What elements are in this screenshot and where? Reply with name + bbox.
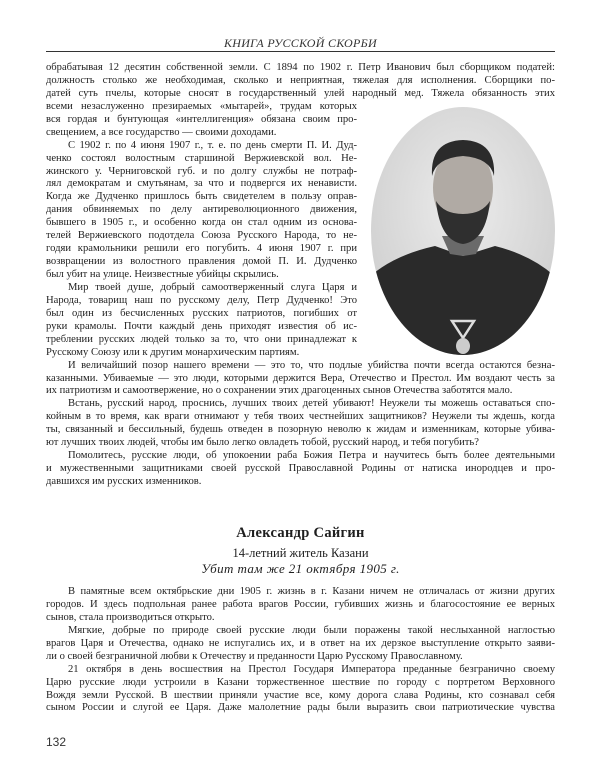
- text-line: давшихся им русских изменников.: [46, 476, 202, 487]
- article-date-line: Убит там же 21 октября 1905 г.: [201, 561, 400, 576]
- text-line: лял демократам и смутьянам, за что и подвергся их ненависти.: [46, 178, 357, 190]
- text-line: ченко состоял волостным старшиной Вержиевской вол. Не-: [46, 152, 357, 164]
- text-line: вся гордая и бунтующая «интеллигенция» обязана своим про-: [46, 113, 357, 125]
- text-line: ты, связанный и бессильный, будешь отведен в позорную неволю к жидам и изменникам, которые убива-: [46, 424, 555, 436]
- text-line: Вождя земли Русской. В шествии приняли участие все, кому дорога слава Родины, кто сознавал себя: [46, 689, 555, 701]
- text-line: казанными. Убиваемые — это люди, которыми держится Вера, Отечество и Престол. Им воздают честь за: [46, 372, 555, 384]
- text-line: В памятные всем октябрьские дни 1905 г. жизнь в г. Казани ничем не отличалась от жизни других: [68, 586, 555, 597]
- text-line: бывшего в 1905 г., и особенно когда он стал одним из основа-: [46, 217, 357, 229]
- text-line: возвращении из волостного правления домой П. И. Дудченко: [46, 256, 357, 268]
- text-line: Царю русские люди устроили в Казани торжественное шествие по городу с портретом Верховного: [46, 676, 555, 688]
- text-line: руки крамолы. Почти каждый день приходят известия об ис-: [46, 320, 357, 332]
- text-line: их патриотизм и самоотвержение, но о сохранении этих драгоценных сынов Отечества заботятся мало.: [46, 385, 513, 397]
- text-line: свещением, а все государство — своими доходами.: [46, 126, 277, 138]
- text-line: Русскому Союзу или к другим монархическим партиям.: [46, 346, 300, 358]
- paragraph: [46, 625, 555, 664]
- text-line: Помолитесь, русские люди, об упокоении раба Божия Петра и научитесь быть более деятельными: [68, 450, 555, 462]
- text-line: Мир твоей душе, добрый самоотверженный слуга Царя и: [68, 281, 357, 293]
- text-line: сынов, стала производиться открыто.: [46, 611, 215, 623]
- portrait-photo: [370, 106, 556, 356]
- text-line: С 1902 г. по 4 июня 1907 г., т. е. по день смерти П. И. Дуд-: [68, 139, 357, 151]
- text-line: обрабатывая 12 десятин собственной земли. С 1894 по 1902 г. Петр Иванович был сборщиком податей:: [46, 62, 555, 73]
- paragraph: [46, 360, 555, 399]
- text-line: годяи крамольники решили его погубить. 4 июня 1907 г. при: [46, 243, 357, 255]
- paragraph: [46, 664, 555, 716]
- running-header: КНИГА РУССКОЙ СКОРБИ: [223, 36, 377, 50]
- text-line: койным в то время, как враги отнимают у тебя твоих честнейших защитников? Неужели ты ждешь, когда: [46, 411, 555, 423]
- text-line: ли о своей безграничной любви к Отечеству и преданности Царю Русскому Православному.: [46, 650, 463, 662]
- text-line: сыном России и слугой ее Царя. Даже малолетние рады были выразить свои патриотические чувства: [46, 702, 555, 714]
- page-number: 132: [46, 735, 67, 749]
- text-line: должность столько же необходимая, сколько и неприятная, тяжелая для исполнения. Сборщики по-: [46, 74, 555, 86]
- text-line: телей Вержиевского подотдела Союза Русского Народа, то не-: [46, 230, 357, 242]
- text-line: был один из бесчисленных русских патриотов, погибших от: [46, 307, 357, 319]
- text-line: дания обвиняемых по делу антиреволюционного движения,: [46, 204, 357, 216]
- section-saigin-text: [46, 586, 555, 715]
- text-line: ют лучших твоих людей, чтобы им было легко овладеть тобой, русский народ, и тебя погубить?: [46, 437, 479, 449]
- text-line: был убит на улице. Неизвестные убийцы скрылись.: [46, 269, 279, 280]
- text-line: Народа, товарищ наш по русскому делу, Петр Дудченко! Это: [46, 294, 357, 306]
- text-line: врагов Царя и Отечества, однако не испугались их, и в ответ на их дерзкое выступление открыто заяви-: [46, 637, 555, 649]
- paragraph: [46, 398, 555, 450]
- text-line: треблении русских людей только за то, что они принадлежат к: [46, 333, 357, 345]
- paragraph: [46, 450, 555, 489]
- text-line: и мужественными защитниками своей русской Православной Родины от натиска инородцев и про-: [46, 463, 555, 475]
- article-subtitle: 14-летний житель Казани: [232, 546, 369, 560]
- article-name: Александр Сайгин: [236, 525, 365, 541]
- text-line: жинского у. Черниговской губ. и по долгу службы не потраф-: [46, 165, 357, 177]
- header-rule: [46, 51, 555, 52]
- text-line: Встань, русский народ, проснись, лучших твоих детей убивают! Неужели ты можешь оставаться спо-: [68, 398, 555, 410]
- paragraph: [46, 586, 555, 625]
- text-line: И величайший позор нашего времени — это то, что подлые убийства почти всегда остаются безна-: [68, 359, 555, 371]
- text-line: Когда же Дудченко пришлось быть свидетелем в пользу оправ-: [46, 191, 357, 203]
- text-line: всеми незаслуженно презираемых «мытарей», трудам которых: [46, 100, 357, 112]
- text-line: 21 октября в день восшествия на Престол Государя Императора преданные безгранично своему: [68, 663, 555, 675]
- text-line: городов. И здесь подпольная ранее работа врагов России, губивших жизнь и благосостояние ее верных: [46, 598, 555, 610]
- text-line: Мягкие, добрые по природе своей русские люди были поражены такой неслыханной наглостью: [68, 624, 555, 636]
- text-line: датей суть пчелы, которые сносят в государственный улей народный мед. Тяжела обязанность этих: [46, 87, 555, 99]
